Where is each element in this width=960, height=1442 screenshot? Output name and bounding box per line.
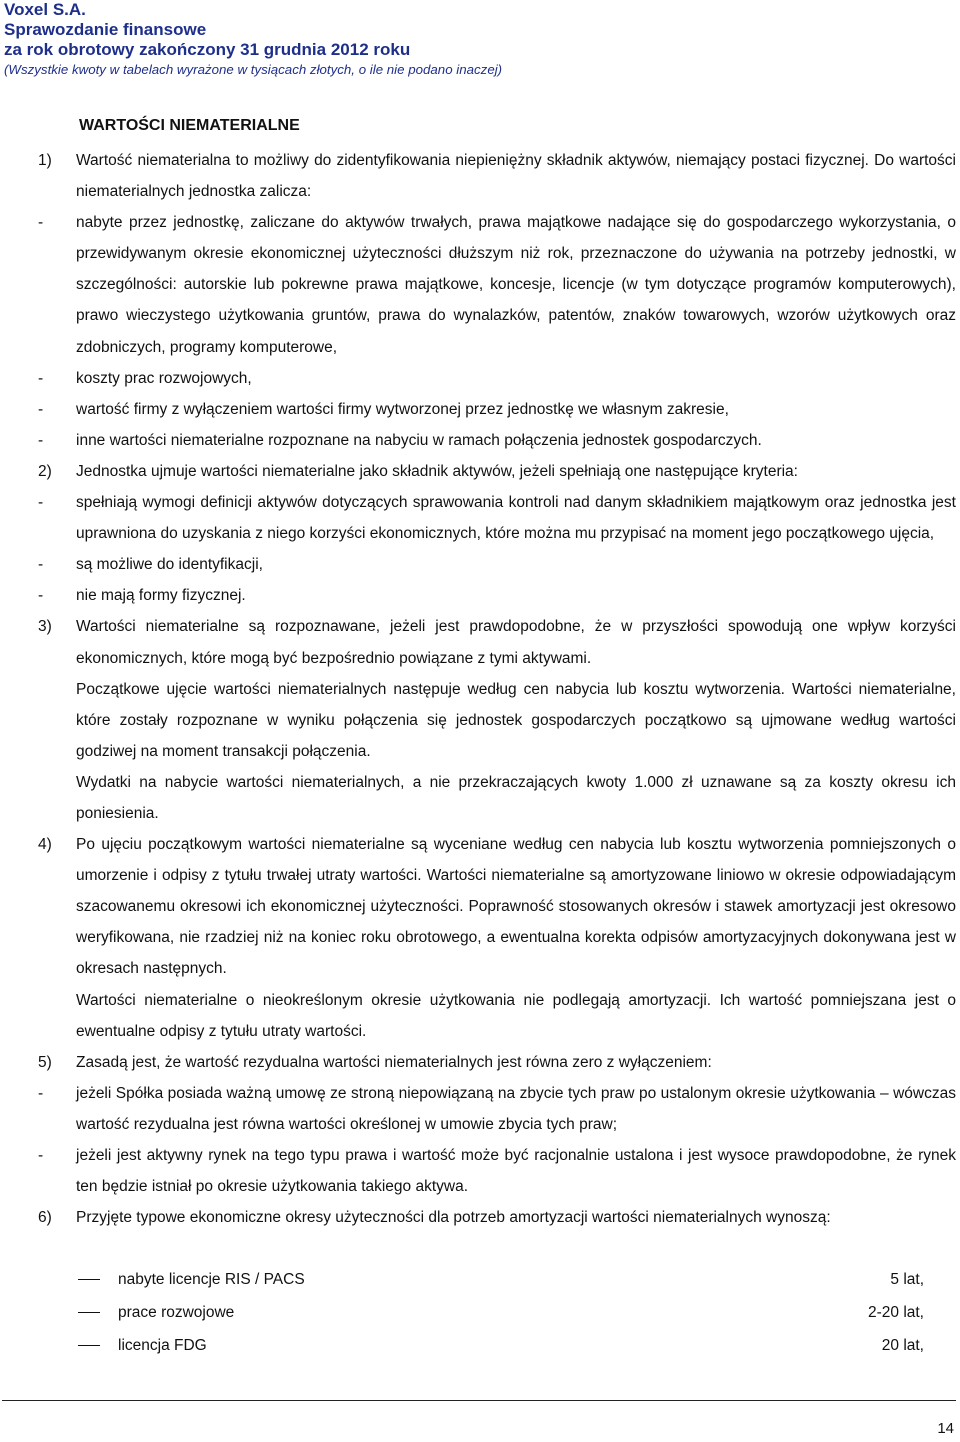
bullet-dash: - xyxy=(38,556,44,574)
list-item-6 xyxy=(38,1202,956,1233)
bullet-dash: - xyxy=(38,1147,44,1164)
bullet-item xyxy=(38,1078,956,1140)
bullet-item xyxy=(38,363,956,394)
bullet-text: jeżeli Spółka posiada ważną umowę ze stroną niepowiązaną na zbycie tych praw po ustalonym okresie użytkowania – wówczas wartość rezydualna jest równa wartości określonej w umowie zbycia tych praw; xyxy=(76,1084,956,1133)
document-body xyxy=(38,145,956,1233)
bullet-item xyxy=(38,425,956,456)
item-number: 2) xyxy=(38,462,52,480)
bullet-item xyxy=(38,580,956,611)
report-period: za rok obrotowy zakończony 31 grudnia 2012 roku xyxy=(4,40,411,59)
bullet-text: spełniają wymogi definicji aktywów dotyczących sprawowania kontroli nad danym składnikiem majątkowym oraz jednostka jest uprawniona do uzyskania z niego korzyści ekonomicznych, które można mu przypisać na moment jego początkowego ujęcia, xyxy=(76,494,956,543)
item-text: Wartości niematerialne są rozpoznawane, jeżeli jest prawdopodobne, że w przyszłości spowodują one wpływ korzyści ekonomicznych, które mogą być bezpośrednio powiązane z tymi aktywami. xyxy=(76,618,956,667)
bullet-text: są możliwe do identyfikacji, xyxy=(76,556,263,574)
bullet-item xyxy=(38,487,956,549)
item-text: Przyjęte typowe ekonomiczne okresy użyteczności dla potrzeb amortyzacji wartości niematerialnych wynoszą: xyxy=(76,1209,831,1227)
footer-divider xyxy=(2,1400,956,1401)
bullet-item xyxy=(38,207,956,362)
list-item-5 xyxy=(38,1047,956,1078)
bullet-text: wartość firmy z wyłączeniem wartości firmy wytworzonej przez jednostkę we własnym zakresie, xyxy=(76,400,729,418)
list-item-4 xyxy=(38,829,956,984)
period-value: 20 lat, xyxy=(881,1337,924,1354)
bullet-dash: - xyxy=(38,494,44,512)
item-number: 4) xyxy=(38,836,52,854)
paragraph: Początkowe ujęcie wartości niematerialnych następuje według cen nabycia lub kosztu wytworzenia. Wartości niematerialne, które zostały rozpoznane w wyniku połączenia się jednostek gospodarczych początkowo są ujmowane według wartości godziwej na moment transakcji połączenia. xyxy=(76,680,956,760)
paragraph: Wartości niematerialne o nieokreślonym okresie użytkowania nie podlegają amortyzacji. Ich wartość pomniejszana jest o ewentualne odpisy z tytułu utraty wartości. xyxy=(76,991,956,1040)
currency-note: (Wszystkie kwoty w tabelach wyrażone w tysiącach złotych, o ile nie podano inaczej) xyxy=(4,62,503,77)
item-text: Po ujęciu początkowym wartości niematerialne są wyceniane według cen nabycia lub kosztu wytworzenia pomniejszonych o umorzenie i odpisy z tytułu trwałej utraty wartości. Wartości niematerialne są amortyzowane liniowo w okresie odpowiadającym szacowanemu okresowi ich ekonomicznej użyteczności. Poprawność stosowanych okresów i stawek amortyzacji jest okresowo weryfikowana, nie rzadziej niż na koniec roku obrotowego, a ewentualna korekta odpisów amortyzacyjnych dokonywana jest w okresach następnych. xyxy=(76,836,956,978)
list-item-3 xyxy=(38,611,956,673)
bullet-dash: - xyxy=(38,369,44,387)
bullet-text: inne wartości niematerialne rozpoznane na nabyciu w ramach połączenia jednostek gospodarczych. xyxy=(76,431,762,449)
dash-marker xyxy=(78,1345,100,1346)
bullet-dash: - xyxy=(38,400,44,418)
amortization-periods xyxy=(78,1263,924,1362)
section-title: WARTOŚCI NIEMATERIALNE xyxy=(79,117,300,134)
item-number: 5) xyxy=(38,1053,52,1071)
item-number: 1) xyxy=(38,152,52,169)
bullet-dash: - xyxy=(38,431,44,449)
page-number: 14 xyxy=(937,1420,954,1437)
item-number: 3) xyxy=(38,618,52,636)
list-item-1 xyxy=(38,145,956,207)
bullet-item xyxy=(38,549,956,580)
bullet-text: jeżeli jest aktywny rynek na tego typu prawa i wartość może być racjonalnie ustalona i jest wysoce prawdopodobne, że rynek ten będzie istniał po okresie użytkowania takiego aktywa. xyxy=(76,1147,956,1196)
page-header xyxy=(4,0,954,80)
dash-marker xyxy=(78,1312,100,1313)
period-row xyxy=(78,1263,924,1296)
list-item-2 xyxy=(38,456,956,487)
item-text: Wartość niematerialna to możliwy do zidentyfikowania niepieniężny składnik aktywów, niemający postaci fizycznej. Do wartości niematerialnych jednostka zalicza: xyxy=(76,152,956,201)
period-label: prace rozwojowe xyxy=(118,1304,235,1321)
bullet-dash: - xyxy=(38,587,44,605)
bullet-text: koszty prac rozwojowych, xyxy=(76,369,252,387)
paragraph: Wydatki na nabycie wartości niematerialnych, a nie przekraczających kwoty 1.000 zł uznawane są za koszty okresu ich poniesienia. xyxy=(76,773,956,822)
item-number: 6) xyxy=(38,1209,52,1227)
bullet-text: nie mają formy fizycznej. xyxy=(76,587,246,605)
period-value: 5 lat, xyxy=(890,1271,924,1288)
item-text: Zasadą jest, że wartość rezydualna wartości niematerialnych jest równa zero z wyłączeniem: xyxy=(76,1053,712,1071)
dash-marker xyxy=(78,1279,100,1280)
period-value: 2-20 lat, xyxy=(867,1304,924,1321)
period-label: licencja FDG xyxy=(118,1337,207,1354)
item-text: Jednostka ujmuje wartości niematerialne jako składnik aktywów, jeżeli spełniają one następujące kryteria: xyxy=(76,462,798,480)
bullet-item xyxy=(38,394,956,425)
bullet-text: nabyte przez jednostkę, zaliczane do aktywów trwałych, prawa majątkowe nadające się do gospodarczego wykorzystania, o przewidywanym okresie ekonomicznej użyteczności dłuższym niż rok, przeznaczone do używania na potrzeby jednostki, w szczególności: autorskie lub pokrewne prawa majątkowe, koncesje, licencje (w tym dotyczące programów komputerowych), prawo wieczystego użytkowania gruntów, prawa do wynalazków, patentów, znaków towarowych, wzorów użytkowych oraz zdobniczych, programy komputerowe, xyxy=(76,214,956,356)
bullet-dash: - xyxy=(38,214,44,232)
company-name: Voxel S.A. xyxy=(4,0,86,19)
period-row xyxy=(78,1329,924,1362)
report-title: Sprawozdanie finansowe xyxy=(4,20,207,39)
period-label: nabyte licencje RIS / PACS xyxy=(118,1271,305,1288)
period-row xyxy=(78,1296,924,1329)
bullet-item xyxy=(38,1140,956,1202)
bullet-dash: - xyxy=(38,1084,44,1102)
